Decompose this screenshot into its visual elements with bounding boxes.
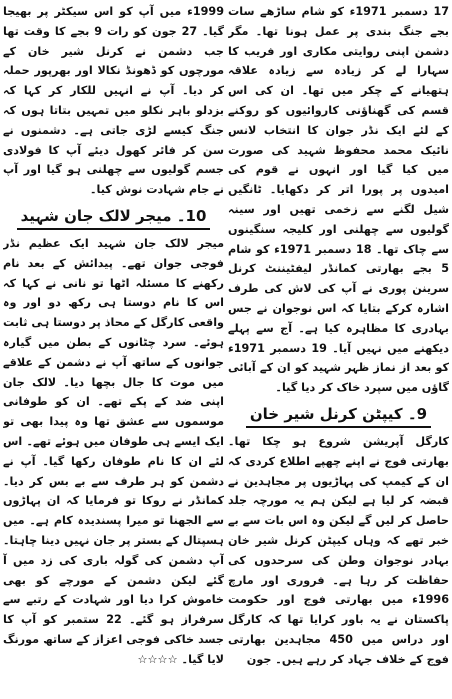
right-column xyxy=(228,2,449,699)
section-heading-text: 10۔ میجر لالک جان شہید xyxy=(17,205,211,230)
article-paragraph xyxy=(3,234,224,670)
section-heading xyxy=(228,403,449,428)
end-stars: ☆☆☆☆ xyxy=(137,652,178,666)
article-paragraph: 17 دسمبر 1971ء کو شام ساڑھے سات بجے جنگ بندی پر عمل ہونا تھا۔ مگر دشمن اپنی روایتی مکاری اور فریب کا سہارا لے کر زیادہ سے زیادہ علاقہ ہتھیانے کے چکر میں تھا۔ ان کی اس قسم کی گھناؤنی کاروائیوں کو روکنے کے لئے ایک نڈر جوان کا انتخاب لانس نائیک محمد محفوظ شہید کی صورت میں کیا گیا اور انہوں نے قوم کی امیدوں پر پورا اتر کر دکھایا۔ ٹانگیں شیل لگنے سے زخمی تھیں اور سینہ گولیوں سے چھلنی اور کلیجہ سنگینوں سے چاک تھا۔ 18 دسمبر 1971ء کو شام 5 بجے بھارتی کمانڈر لیفٹیننٹ کرنل سرینن پوری نے آپ کی لاش کی طرف اشارہ کرکے بتایا کہ اس نوجوان نے جس بہادری کا مظاہرہ کیا ہے۔ آج سے پہلے دیکھنے میں نہیں آیا۔ 19 دسمبر 1971ء کو بعد از نماز ظہر شہید کو ان کے آبائی گاؤں میں سپرد خاک کر دیا گیا۔ xyxy=(228,5,449,395)
left-column xyxy=(3,2,224,699)
section-heading xyxy=(3,205,224,230)
article-paragraph: 1999ء میں آپ کو اس سیکٹر پر بھیجا گیا۔ 27 جون کو رات 9 بجے کا وقت تھا جب دشمن نے کرنل شیر خان کے مورچوں کو ڈھونڈ نکالا اور بھرپور حملہ کر دیا۔ آپ نے انہیں للکار کر کہا کہ بزدلو باہر نکلو میں تمہیں بتاتا ہوں کہ جنگ کیسے لڑی جاتی ہے۔ دشمنوں نے سن کر فائر کھول دیئے آپ کا فولادی جسم گولیوں سے چھلنی ہو گیا اور آپ نے جام شہادت نوش کیا۔ xyxy=(3,5,224,197)
article-paragraph-text: میجر لالک جان شہید ایک عظیم نڈر فوجی جوان تھے۔ پیدائش کے بعد نام رکھنے کا مسئلہ اٹھا تو نانی نے کہا کہ اس کا نام دوستا ہی رکھ دو اور وہ واقعی کارگل کے محاذ پر دوستا ہی ثابت ہوئے۔ سرد چٹانوں کے بطن میں گیارہ جوانوں کے ساتھ آپ نے دشمن کے علاقے میں موت کا جال بچھا دیا۔ لالک جان اپنی ضد کے پکے تھے۔ ان کو طوفانی موسموں سے عشق تھا وہ پیدا بھی تو ایک ایسے ہی طوفان میں ہوئے تھے۔ اس لئے ان کا نام طوفان رکھا گیا۔ آپ نے دشمن کو ہر طرف سے بے بس کر دیا۔ کمانڈر نے روکا تو فرمایا کہ ان پہاڑوں سے الجھنا تو میرا پسندیدہ کام ہے۔ میں ہسپتال کے بستر پر جان نہیں دینا چاہتا۔ آپ دشمن کی گولہ باری کی زد میں آ گئے لیکن دشمن کے مورچے کو بھی خاموش کرا دیا اور شہادت کے رتبے سے سرفراز ہو گئے۔ 22 ستمبر کو آپ کا جسد خاکی فوجی اعزاز کے ساتھ مورنگ لایا گیا۔ xyxy=(3,236,224,666)
section-heading-text: 9۔ کیپٹن کرنل شیر خان xyxy=(246,403,431,428)
article-paragraph: کارگل آپریشن شروع ہو چکا تھا۔ بھارتی فوج نے اپنے چھپے اطلاع کردی کہ ان کے کیمپ کی پہاڑیوں پر مجاہدین نے قبضہ کر لیا ہے لیکن ہم یہ مورچہ جلد حاصل کر لیں گے لیکن وہ اس بات سے بے خبر تھے کہ وہاں کیپٹن کرنل شیر خان بہادر نوجوان وطن کی سرحدوں کی حفاظت کر رہا ہے۔ فروری اور مارچ 1996ء میں بھارتی فوج اور حکومت پاکستان نے یہ باور کرایا تھا کہ کارگل اور دراس میں 450 مجاہدین بھارتی فوج کے خلاف جہاد کر رہے ہیں۔ جون xyxy=(228,434,449,666)
